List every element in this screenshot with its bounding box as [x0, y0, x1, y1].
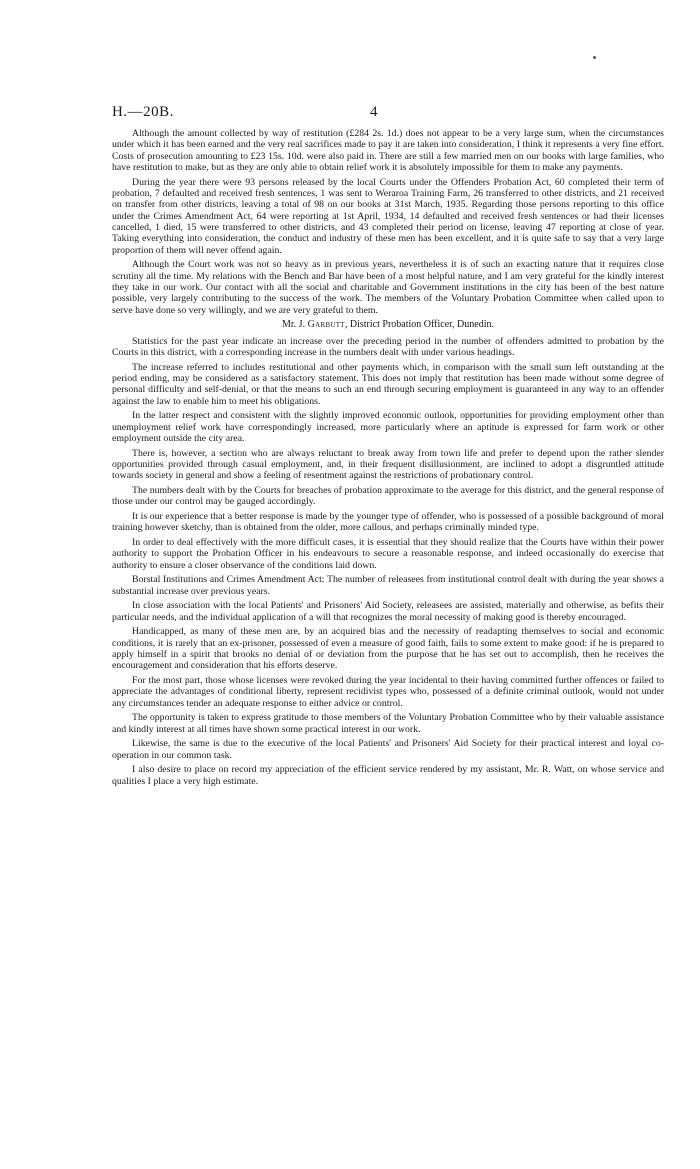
paragraph: The numbers dealt with by the Courts for breaches of probation approximate to the average for this district, and the general response of those under our control may be gauged accordingly.: [112, 485, 664, 508]
paragraph: Borstal Institutions and Crimes Amendment Act: The number of releasees from institutional control dealt with during the year shows a substantial increase over previous years.: [112, 574, 664, 597]
paragraph: It is our experience that a better response is made by the younger type of offender, who is possessed of a possible background of moral training however sketchy, than is obtained from the older, more callous, and perhaps criminally minded type.: [112, 511, 664, 534]
paragraph: The increase referred to includes restitutional and other payments which, in comparison with the small sum left outstanding at the period ending, may be considered as a satisfactory statement. This does not imply that restitution has been made without some degree of personal difficulty and self-denial, or that the means to such an end through securing employment is guaranteed in any way to an offender against the law to enable him to meet his obligations.: [112, 361, 664, 407]
paragraph: Likewise, the same is due to the executive of the local Patients' and Prisoners' Aid Society for their practical interest and loyal co-operation in our common task.: [112, 738, 664, 761]
paragraph: In the latter respect and consistent with the slightly improved economic outlook, opportunities for providing employment other than unemployment relief work have correspondingly increased, more particularly where an aptitude is expressed for farm work or other employment outside the city area.: [112, 410, 664, 445]
body-text: [112, 128, 664, 790]
paragraph: There is, however, a section who are always reluctant to break away from town life and prefer to depend upon the rather slender opportunities provided through casual employment, and, in their frequent disillusionment, are inclined to adopt a disgruntled attitude towards society in general and show a feeling of resentment against the restrictions of probationary control.: [112, 447, 664, 482]
paragraph: In close association with the local Patients' and Prisoners' Aid Society, releasees are assisted, materially and otherwise, as befits their particular needs, and the individual application of a will that recognizes the moral necessity of making good is thereby encouraged.: [112, 600, 664, 623]
heading-prefix: Mr. J.: [282, 319, 308, 331]
paragraph: Handicapped, as many of these men are, by an acquired bias and the necessity of readapting themselves to social and economic conditions, it is rarely that an ex-prisoner, possessed of even a measure of good faith, fails to some extent to make good: if he is prepared to apply himself in a spirit that brooks no denial of or deviation from the purpose that he has set out to accomplish, then he receives the encouragement and consideration that his efforts deserve.: [112, 626, 664, 672]
paragraph: Although the amount collected by way of restitution (£284 2s. 1d.) does not appear to be a very large sum, when the circumstances under which it has been earned and the very real sacrifices made to pay it are taken into consideration, I think it represents a very fine effort. Costs of prosecution amounting to £23 15s. 10d. were also paid in. There are still a few married men on our books with large families, who have restitution to make, but as they are only able to obtain relief work it is absolutely impossible for them to make any payments.: [112, 128, 664, 174]
paragraph: During the year there were 93 persons released by the local Courts under the Offenders Probation Act, 60 completed their term of probation, 7 defaulted and received fresh sentences, 1 was sent to Weraroa Training Farm, 26 transferred to other districts, and 21 received on transfer from other districts, leaving a total of 98 on our books at 31st March, 1935. Regarding those persons reporting to this office under the Crimes Amendment Act, 64 were reporting at 1st April, 1934, 14 defaulted and received fresh sentences or had their licenses cancelled, 1 died, 15 were transferred to other districts, and 43 completed their period on license, leaving 47 reporting at close of year. Taking everything into consideration, the conduct and industry of these men has been excellent, and it is quite safe to say that a very large proportion of them will never offend again.: [112, 176, 664, 256]
document-reference: H.—20B.: [112, 104, 174, 120]
scan-speck: [593, 56, 596, 59]
paragraph: Statistics for the past year indicate an increase over the preceding period in the number of offenders admitted to probation by the Courts in this district, with a corresponding increase in the numbers dealt with under various headings.: [112, 335, 664, 359]
paragraph: Although the Court work was not so heavy as in previous years, nevertheless it is of such an exacting nature that it requires close scrutiny all the time. My relations with the Bench and Bar have been of a most helpful nature, and I am very grateful for the kindly interest they take in our work. Our contact with all the social and charitable and Government institutions in the city has been of the best nature possible, very largely contributing to the success of the work. The members of the Voluntary Probation Committee when called upon to serve have done so very willingly, and we are very grateful to them.: [112, 259, 664, 316]
page-number: 4: [370, 104, 378, 120]
paragraph: For the most part, those whose licenses were revoked during the year incidental to their having committed further offences or failed to appreciate the advantages of conditional liberty, represent recidivist types who, possessed of a definite criminal outlook, would not under any circumstances tender an adequate response to either advice or control.: [112, 674, 664, 709]
paragraph: The opportunity is taken to express gratitude to those members of the Voluntary Probation Committee who by their valuable assistance and kindly interest at all times have shown some practical interest in our work.: [112, 712, 664, 735]
heading-suffix: , District Probation Officer, Dunedin.: [344, 319, 494, 331]
paragraph: I also desire to place on record my appreciation of the efficient service rendered by my assistant, Mr. R. Watt, on whose service and qualities I place a very high estimate.: [112, 764, 664, 787]
paragraph: In order to deal effectively with the more difficult cases, it is essential that they should realize that the Courts have within their power authority to support the Probation Officer in his endeavours to secure a reasonable response, and indeed occasionally do exercise that authority to ensure a closer observance of the conditions laid down.: [112, 537, 664, 571]
section-heading: [112, 319, 664, 330]
officer-name: Garbutt: [307, 319, 345, 331]
